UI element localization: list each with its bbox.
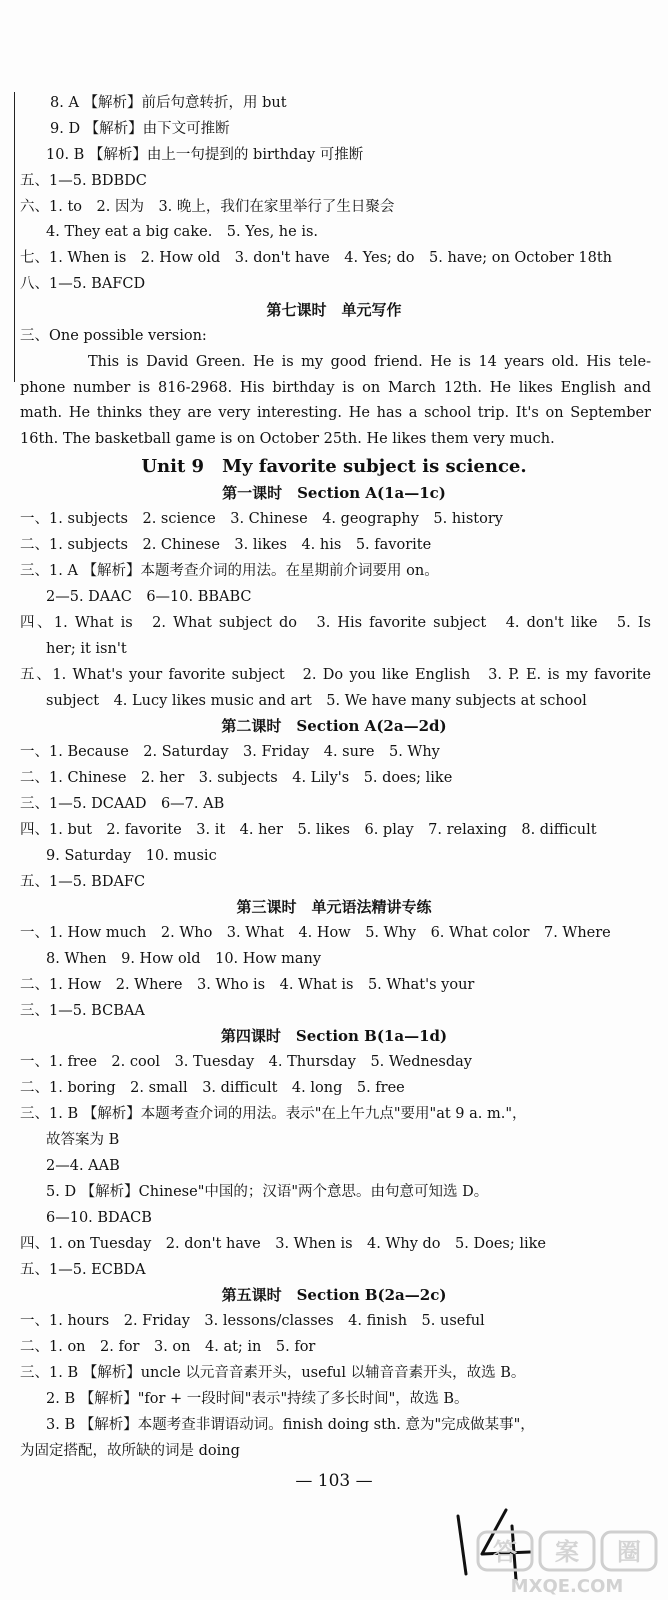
text-line: 五、1. What's your favorite subject 2. Do you like English 3. P. E. is my favorite xyxy=(20,667,651,683)
lesson-heading: 第四课时 Section B(1a—1d) xyxy=(220,1027,448,1045)
text-line: 三、1—5. DCAAD 6—7. AB xyxy=(20,796,225,812)
text-line: 二、1. boring 2. small 3. difficult 4. long 5. free xyxy=(20,1080,405,1096)
text-line: 五、1—5. BDBDC xyxy=(20,173,147,189)
text-line: 为固定搭配，故所缺的词是 doing xyxy=(20,1443,240,1459)
text-line: 五、1—5. ECBDA xyxy=(20,1262,146,1278)
text-line: 6—10. BDACB xyxy=(46,1210,152,1226)
text-line: 8. A 【解析】前后句意转折，用 but xyxy=(50,95,287,111)
essay-line: 16th. The basketball game is on October 25th. He likes them very much. xyxy=(20,431,555,447)
text-line: 三、One possible version: xyxy=(20,328,207,344)
essay-line: phone number is 816-2968. His birthday is on March 12th. He likes English and xyxy=(20,380,651,396)
lesson-heading: 第五课时 Section B(2a—2c) xyxy=(221,1286,447,1304)
text-line: 三、1—5. BCBAA xyxy=(20,1003,145,1019)
text-line: 一、1. Because 2. Saturday 3. Friday 4. sure 5. Why xyxy=(20,744,440,760)
lesson-heading: 第二课时 Section A(2a—2d) xyxy=(221,717,447,735)
text-line: 一、1. hours 2. Friday 3. lessons/classes 4. finish 5. useful xyxy=(20,1313,485,1329)
text-line: 故答案为 B xyxy=(46,1132,120,1148)
lesson-heading: 第一课时 Section A(1a—1c) xyxy=(222,484,446,502)
text-line: 2—4. AAB xyxy=(46,1158,120,1174)
text-line: 七、1. When is 2. How old 3. don't have 4. Yes; do 5. have; on October 18th xyxy=(20,250,612,266)
text-line: 四、1. on Tuesday 2. don't have 3. When is 4. Why do 5. Does; like xyxy=(20,1236,546,1252)
text-line: 8. When 9. How old 10. How many xyxy=(46,951,322,967)
text-line: 二、1. How 2. Where 3. Who is 4. What is 5. What's your xyxy=(20,977,475,993)
text-line: 一、1. free 2. cool 3. Tuesday 4. Thursday 5. Wednesday xyxy=(20,1054,472,1070)
text-line: 5. D 【解析】Chinese"中国的；汉语"两个意思。由句意可知选 D。 xyxy=(46,1184,489,1200)
text-line: 一、1. subjects 2. science 3. Chinese 4. geography 5. history xyxy=(20,511,503,527)
text-line: 五、1—5. BDAFC xyxy=(20,874,146,890)
text-line: her; it isn't xyxy=(46,641,127,657)
watermark-char: 答 xyxy=(493,1538,517,1566)
essay-line: math. He thinks they are very interesting. He has a school trip. It's on September xyxy=(20,405,651,421)
lesson-heading: 第七课时 单元写作 xyxy=(266,301,402,319)
text-line: subject 4. Lucy likes music and art 5. We have many subjects at school xyxy=(46,693,587,709)
text-line: 二、1. on 2. for 3. on 4. at; in 5. for xyxy=(20,1339,316,1355)
essay-line: This is David Green. He is my good friend. He is 14 years old. His tele- xyxy=(88,354,651,370)
text-line: 四、1. but 2. favorite 3. it 4. her 5. likes 6. play 7. relaxing 8. difficult xyxy=(20,822,597,838)
text-line: 三、1. B 【解析】本题考查介词的用法。表示"在上午九点"要用"at 9 a. m."， xyxy=(20,1106,527,1122)
unit-title: Unit 9 My favorite subject is science. xyxy=(141,456,527,477)
lesson-heading: 第三课时 单元语法精讲专练 xyxy=(236,898,432,916)
text-line: 4. They eat a big cake. 5. Yes, he is. xyxy=(46,224,319,240)
text-line: 9. D 【解析】由下文可推断 xyxy=(50,121,230,137)
text-line: 八、1—5. BAFCD xyxy=(20,276,146,292)
text-line: 2. B 【解析】"for + 一段时间"表示"持续了多长时间"，故选 B。 xyxy=(46,1391,469,1407)
watermark-char: 圈 xyxy=(617,1538,641,1566)
text-line: 二、1. subjects 2. Chinese 3. likes 4. his 5. favorite xyxy=(20,537,432,553)
text-line: 2—5. DAAC 6—10. BBABC xyxy=(46,589,252,605)
text-line: 3. B 【解析】本题考查非谓语动词。finish doing sth. 意为"完成做某事"， xyxy=(46,1417,535,1433)
watermark-logo xyxy=(472,1526,662,1598)
left-margin-line xyxy=(14,92,15,382)
text-line: 10. B 【解析】由上一句提到的 birthday 可推断 xyxy=(46,147,364,163)
text-line: 三、1. B 【解析】uncle 以元音音素开头，useful 以辅音音素开头，故选 B。 xyxy=(20,1365,526,1381)
watermark-char: 案 xyxy=(555,1538,579,1566)
page-number: — 103 — xyxy=(295,1471,373,1491)
text-line: 9. Saturday 10. music xyxy=(46,848,217,864)
text-line: 六、1. to 2. 因为 3. 晚上，我们在家里举行了生日聚会 xyxy=(20,199,395,215)
text-line: 一、1. How much 2. Who 3. What 4. How 5. Why 6. What color 7. Where xyxy=(20,925,611,941)
text-line: 三、1. A 【解析】本题考查介词的用法。在星期前介词要用 on。 xyxy=(20,563,439,579)
text-line: 二、1. Chinese 2. her 3. subjects 4. Lily's 5. does; like xyxy=(20,770,453,786)
watermark-site: MXQE.COM xyxy=(510,1576,624,1597)
text-line: 四、1. What is 2. What subject do 3. His favorite subject 4. don't like 5. Is xyxy=(20,615,651,631)
